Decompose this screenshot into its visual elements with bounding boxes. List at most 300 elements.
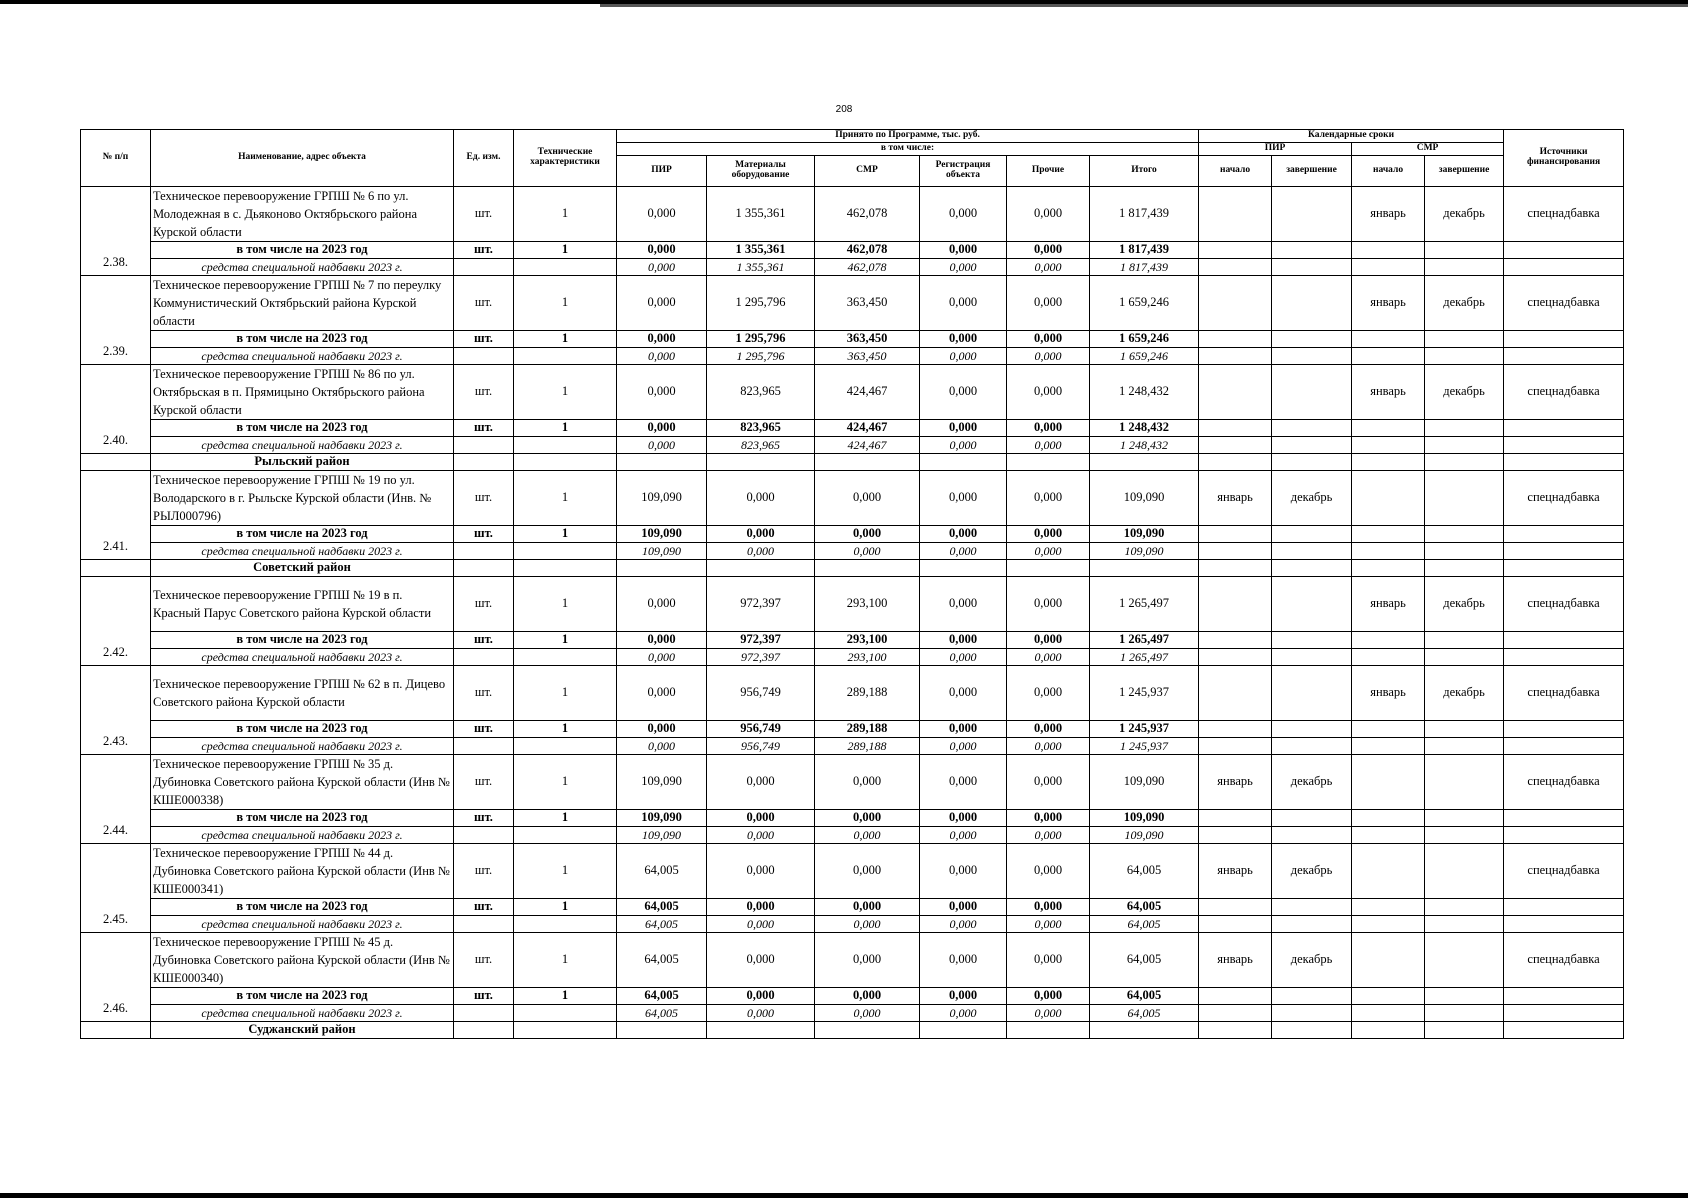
district-label: Рыльский район [151,454,454,471]
total-cell: 1 245,937 [1090,666,1199,721]
pir-cell: 109,090 [617,827,707,844]
year-label: в том числе на 2023 год [151,899,454,916]
empty-cell [514,916,617,933]
header-calendar: Календарные сроки [1199,130,1504,143]
empty-cell [454,348,514,365]
other-cell: 0,000 [1007,526,1090,543]
smr-cell: 293,100 [815,577,920,632]
pir-start-cell: январь [1199,844,1272,899]
empty-cell [1199,259,1272,276]
empty-cell [815,1022,920,1039]
empty-cell [1272,348,1352,365]
registration-cell: 0,000 [920,471,1007,526]
object-row [81,666,1624,721]
pir-end-cell [1272,577,1352,632]
materials-cell: 1 295,796 [707,276,815,331]
empty-cell [1199,632,1272,649]
smr-end-cell: декабрь [1425,187,1504,242]
materials-cell: 0,000 [707,755,815,810]
empty-cell [1352,721,1425,738]
empty-cell [514,437,617,454]
source-cell: спецнадбавка [1504,933,1624,988]
materials-cell: 0,000 [707,471,815,526]
unit-cell: шт. [454,899,514,916]
empty-cell [1272,437,1352,454]
year-subtotal-row [81,420,1624,437]
unit-cell: шт. [454,844,514,899]
header-tech: Технические характеристики [514,130,617,187]
pir-cell: 0,000 [617,348,707,365]
materials-cell: 1 355,361 [707,187,815,242]
materials-cell: 0,000 [707,827,815,844]
registration-cell: 0,000 [920,276,1007,331]
empty-cell [1199,526,1272,543]
empty-cell [1504,543,1624,560]
other-cell: 0,000 [1007,916,1090,933]
empty-cell [1199,560,1272,577]
unit-cell: шт. [454,632,514,649]
empty-cell [1504,526,1624,543]
empty-cell [1199,738,1272,755]
source-cell: спецнадбавка [1504,666,1624,721]
empty-cell [1272,543,1352,560]
registration-cell: 0,000 [920,827,1007,844]
empty-cell [617,1022,707,1039]
empty-cell [1504,437,1624,454]
fund-label: средства специальной надбавки 2023 г. [151,543,454,560]
total-cell: 109,090 [1090,543,1199,560]
pir-start-cell [1199,365,1272,420]
pir-start-cell: январь [1199,471,1272,526]
registration-cell: 0,000 [920,755,1007,810]
registration-cell: 0,000 [920,988,1007,1005]
empty-cell [1504,420,1624,437]
smr-cell: 0,000 [815,471,920,526]
other-cell: 0,000 [1007,810,1090,827]
pir-end-cell: декабрь [1272,933,1352,988]
pir-cell: 0,000 [617,632,707,649]
smr-end-cell: декабрь [1425,666,1504,721]
fund-subtotal-row [81,543,1624,560]
empty-cell [1504,1022,1624,1039]
pir-cell: 0,000 [617,649,707,666]
empty-cell [1352,437,1425,454]
tech-cell: 1 [514,899,617,916]
registration-cell: 0,000 [920,738,1007,755]
year-subtotal-row [81,721,1624,738]
empty-cell [1352,899,1425,916]
empty-cell [1272,331,1352,348]
unit-cell: шт. [454,187,514,242]
empty-cell [1504,259,1624,276]
smr-cell: 0,000 [815,526,920,543]
empty-cell [1352,454,1425,471]
empty-cell [1504,331,1624,348]
total-cell: 64,005 [1090,1005,1199,1022]
object-row [81,276,1624,331]
row-number: 2.44. [81,755,151,844]
other-cell: 0,000 [1007,827,1090,844]
table-header [81,130,1624,187]
pir-cell: 0,000 [617,276,707,331]
smr-cell: 0,000 [815,844,920,899]
empty-cell [1199,454,1272,471]
empty-cell [1425,331,1504,348]
empty-cell [1272,1005,1352,1022]
unit-cell: шт. [454,810,514,827]
header-cal-pir: ПИР [1199,143,1352,156]
other-cell: 0,000 [1007,348,1090,365]
empty-cell [1352,810,1425,827]
unit-cell: шт. [454,577,514,632]
unit-cell: шт. [454,420,514,437]
empty-cell [1272,1022,1352,1039]
header-cal-smr: СМР [1352,143,1504,156]
year-label: в том числе на 2023 год [151,526,454,543]
smr-cell: 363,450 [815,348,920,365]
smr-cell: 289,188 [815,721,920,738]
smr-cell: 0,000 [815,827,920,844]
empty-cell [1272,721,1352,738]
empty-cell [81,560,151,577]
tech-cell: 1 [514,471,617,526]
empty-cell [454,454,514,471]
header-total: Итого [1090,156,1199,187]
registration-cell: 0,000 [920,577,1007,632]
tech-cell: 1 [514,721,617,738]
unit-cell: шт. [454,365,514,420]
object-row [81,933,1624,988]
tech-cell: 1 [514,365,617,420]
empty-cell [1352,242,1425,259]
materials-cell: 1 355,361 [707,259,815,276]
fund-subtotal-row [81,348,1624,365]
empty-cell [1504,560,1624,577]
empty-cell [1199,721,1272,738]
fund-label: средства специальной надбавки 2023 г. [151,738,454,755]
object-row [81,365,1624,420]
smr-cell: 0,000 [815,916,920,933]
pir-cell: 0,000 [617,420,707,437]
object-row [81,755,1624,810]
other-cell: 0,000 [1007,543,1090,560]
smr-cell: 0,000 [815,810,920,827]
header-accepted: Принято по Программе, тыс. руб. [617,130,1199,143]
materials-cell: 0,000 [707,543,815,560]
empty-cell [454,916,514,933]
smr-start-cell: январь [1352,187,1425,242]
empty-cell [514,738,617,755]
district-label: Суджанский район [151,1022,454,1039]
empty-cell [1425,437,1504,454]
tech-cell: 1 [514,526,617,543]
unit-cell: шт. [454,471,514,526]
fund-label: средства специальной надбавки 2023 г. [151,259,454,276]
empty-cell [1199,899,1272,916]
empty-cell [1272,420,1352,437]
pir-cell: 0,000 [617,242,707,259]
empty-cell [1199,348,1272,365]
empty-cell [1352,560,1425,577]
empty-cell [1272,560,1352,577]
other-cell: 0,000 [1007,666,1090,721]
header-unit: Ед. изм. [454,130,514,187]
materials-cell: 1 355,361 [707,242,815,259]
pir-cell: 109,090 [617,810,707,827]
empty-cell [1272,810,1352,827]
empty-cell [707,560,815,577]
header-sources: Источники финансирования [1504,130,1624,187]
registration-cell: 0,000 [920,259,1007,276]
smr-start-cell [1352,755,1425,810]
row-number: 2.40. [81,365,151,454]
smr-start-cell: январь [1352,577,1425,632]
empty-cell [1425,988,1504,1005]
empty-cell [1425,560,1504,577]
registration-cell: 0,000 [920,933,1007,988]
empty-cell [514,649,617,666]
empty-cell [1272,526,1352,543]
registration-cell: 0,000 [920,899,1007,916]
total-cell: 109,090 [1090,471,1199,526]
empty-cell [1272,899,1352,916]
empty-cell [514,259,617,276]
registration-cell: 0,000 [920,810,1007,827]
total-cell: 1 265,497 [1090,577,1199,632]
smr-end-cell: декабрь [1425,365,1504,420]
other-cell: 0,000 [1007,844,1090,899]
header-pir: ПИР [617,156,707,187]
empty-cell [920,454,1007,471]
registration-cell: 0,000 [920,916,1007,933]
pir-cell: 109,090 [617,755,707,810]
empty-cell [1504,988,1624,1005]
pir-cell: 109,090 [617,543,707,560]
smr-end-cell [1425,755,1504,810]
empty-cell [1199,649,1272,666]
empty-cell [1425,632,1504,649]
empty-cell [1425,1022,1504,1039]
tech-cell: 1 [514,666,617,721]
source-cell: спецнадбавка [1504,276,1624,331]
year-label: в том числе на 2023 год [151,721,454,738]
empty-cell [617,560,707,577]
registration-cell: 0,000 [920,365,1007,420]
other-cell: 0,000 [1007,242,1090,259]
smr-cell: 0,000 [815,543,920,560]
smr-cell: 0,000 [815,899,920,916]
other-cell: 0,000 [1007,437,1090,454]
registration-cell: 0,000 [920,526,1007,543]
empty-cell [1425,348,1504,365]
smr-end-cell [1425,844,1504,899]
total-cell: 64,005 [1090,916,1199,933]
fund-subtotal-row [81,649,1624,666]
object-name: Техническое перевооружение ГРПШ № 19 в п. Красный Парус Советского района Курской области [151,577,454,632]
empty-cell [514,348,617,365]
header-registration: Регистрация объекта [920,156,1007,187]
empty-cell [1272,242,1352,259]
empty-cell [1504,916,1624,933]
empty-cell [514,543,617,560]
pir-start-cell [1199,187,1272,242]
object-row [81,471,1624,526]
empty-cell [454,560,514,577]
empty-cell [1425,420,1504,437]
source-cell: спецнадбавка [1504,755,1624,810]
year-subtotal-row [81,810,1624,827]
total-cell: 1 817,439 [1090,259,1199,276]
materials-cell: 972,397 [707,632,815,649]
empty-cell [1425,1005,1504,1022]
total-cell: 1 248,432 [1090,420,1199,437]
fund-subtotal-row [81,916,1624,933]
smr-start-cell: январь [1352,365,1425,420]
empty-cell [1272,738,1352,755]
object-name: Техническое перевооружение ГРПШ № 35 д. Дубиновка Советского района Курской области (Инв № КШЕ000338) [151,755,454,810]
smr-start-cell [1352,844,1425,899]
pir-cell: 64,005 [617,916,707,933]
materials-cell: 956,749 [707,721,815,738]
other-cell: 0,000 [1007,1005,1090,1022]
empty-cell [454,1005,514,1022]
fund-subtotal-row [81,437,1624,454]
smr-cell: 0,000 [815,933,920,988]
empty-cell [1504,649,1624,666]
year-label: в том числе на 2023 год [151,420,454,437]
object-row [81,187,1624,242]
materials-cell: 0,000 [707,933,815,988]
registration-cell: 0,000 [920,649,1007,666]
smr-cell: 424,467 [815,437,920,454]
materials-cell: 823,965 [707,437,815,454]
materials-cell: 0,000 [707,526,815,543]
empty-cell [1199,242,1272,259]
total-cell: 1 248,432 [1090,365,1199,420]
empty-cell [1504,738,1624,755]
empty-cell [1007,560,1090,577]
registration-cell: 0,000 [920,721,1007,738]
pir-cell: 109,090 [617,471,707,526]
empty-cell [1352,649,1425,666]
empty-cell [514,560,617,577]
empty-cell [1504,632,1624,649]
fund-label: средства специальной надбавки 2023 г. [151,916,454,933]
empty-cell [1199,1022,1272,1039]
pir-end-cell: декабрь [1272,844,1352,899]
other-cell: 0,000 [1007,988,1090,1005]
pir-cell: 64,005 [617,933,707,988]
scan-edge-top-shadow [600,4,1688,7]
empty-cell [1504,899,1624,916]
registration-cell: 0,000 [920,420,1007,437]
tech-cell: 1 [514,187,617,242]
empty-cell [1090,1022,1199,1039]
pir-end-cell [1272,365,1352,420]
empty-cell [1352,1005,1425,1022]
tech-cell: 1 [514,331,617,348]
tech-cell: 1 [514,810,617,827]
source-cell: спецнадбавка [1504,844,1624,899]
source-cell: спецнадбавка [1504,187,1624,242]
empty-cell [1425,738,1504,755]
total-cell: 64,005 [1090,933,1199,988]
registration-cell: 0,000 [920,543,1007,560]
materials-cell: 0,000 [707,1005,815,1022]
empty-cell [1425,526,1504,543]
empty-cell [1504,721,1624,738]
smr-cell: 289,188 [815,666,920,721]
unit-cell: шт. [454,721,514,738]
total-cell: 1 265,497 [1090,632,1199,649]
other-cell: 0,000 [1007,649,1090,666]
empty-cell [1272,632,1352,649]
registration-cell: 0,000 [920,348,1007,365]
header-num: № п/п [81,130,151,187]
empty-cell [1425,649,1504,666]
empty-cell [1199,810,1272,827]
pir-cell: 64,005 [617,899,707,916]
total-cell: 1 817,439 [1090,187,1199,242]
pir-end-cell [1272,187,1352,242]
pir-cell: 0,000 [617,577,707,632]
pir-cell: 0,000 [617,666,707,721]
pir-cell: 109,090 [617,526,707,543]
empty-cell [1090,454,1199,471]
smr-end-cell: декабрь [1425,577,1504,632]
pir-start-cell [1199,666,1272,721]
registration-cell: 0,000 [920,242,1007,259]
year-label: в том числе на 2023 год [151,632,454,649]
page-number: 208 [835,104,853,115]
year-label: в том числе на 2023 год [151,810,454,827]
year-label: в том числе на 2023 год [151,331,454,348]
tech-cell: 1 [514,988,617,1005]
materials-cell: 0,000 [707,810,815,827]
smr-cell: 363,450 [815,276,920,331]
empty-cell [1352,259,1425,276]
pir-cell: 0,000 [617,738,707,755]
empty-cell [1199,543,1272,560]
row-number: 2.39. [81,276,151,365]
empty-cell [1352,420,1425,437]
empty-cell [920,1022,1007,1039]
empty-cell [1352,988,1425,1005]
empty-cell [1007,454,1090,471]
fund-label: средства специальной надбавки 2023 г. [151,649,454,666]
empty-cell [1425,899,1504,916]
tech-cell: 1 [514,276,617,331]
other-cell: 0,000 [1007,755,1090,810]
empty-cell [1352,348,1425,365]
year-subtotal-row [81,331,1624,348]
object-name: Техническое перевооружение ГРПШ № 44 д. Дубиновка Советского района Курской области (Инв № КШЕ000341) [151,844,454,899]
row-number: 2.43. [81,666,151,755]
smr-end-cell [1425,933,1504,988]
fund-subtotal-row [81,738,1624,755]
program-table [80,129,1624,1039]
other-cell: 0,000 [1007,365,1090,420]
empty-cell [1272,649,1352,666]
materials-cell: 823,965 [707,420,815,437]
other-cell: 0,000 [1007,187,1090,242]
smr-cell: 289,188 [815,738,920,755]
total-cell: 1 659,246 [1090,276,1199,331]
fund-label: средства специальной надбавки 2023 г. [151,437,454,454]
smr-cell: 293,100 [815,632,920,649]
empty-cell [617,454,707,471]
empty-cell [514,1005,617,1022]
